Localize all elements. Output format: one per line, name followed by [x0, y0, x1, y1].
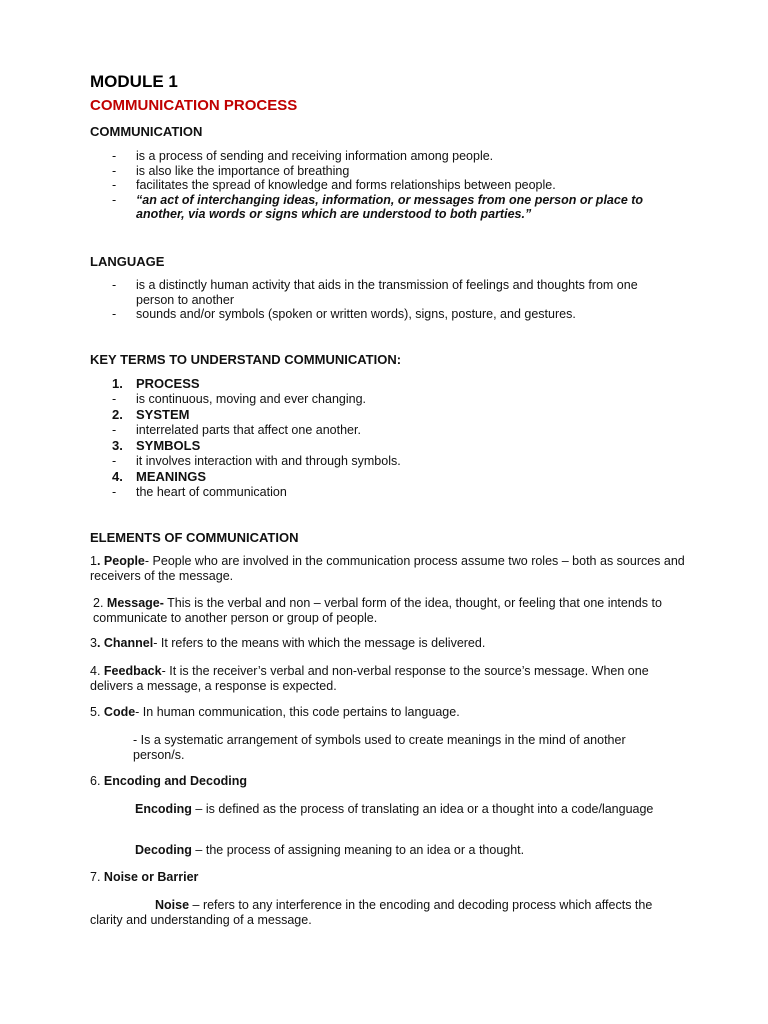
element-noise-barrier: 7. Noise or Barrier — [90, 870, 199, 884]
key-terms-heading: KEY TERMS TO UNDERSTAND COMMUNICATION: — [90, 352, 402, 367]
process-title: COMMUNICATION PROCESS — [90, 97, 298, 114]
key-term: 4. MEANINGS — [112, 469, 207, 484]
key-term-description: - it involves interaction with and through symbols. — [112, 454, 401, 468]
key-term-description: - interrelated parts that affect one another. — [112, 423, 361, 437]
list-item: - sounds and/or symbols (spoken or written words), signs, posture, and gestures. — [112, 307, 576, 321]
element-encoding-decoding: 6. Encoding and Decoding — [90, 774, 247, 788]
element-encoding: Encoding – is defined as the process of translating an idea or a thought into a code/language — [135, 802, 654, 816]
list-item: - is also like the importance of breathing — [112, 163, 350, 178]
element-channel: 3. Channel- It refers to the means with which the message is delivered. — [90, 636, 486, 650]
element-message: 2. Message- This is the verbal and non – verbal form of the idea, thought, or feeling that one intends to communicate to another person or group of people. — [93, 596, 662, 625]
communication-list — [112, 149, 672, 222]
list-item: - is a distinctly human activity that aids in the transmission of feelings and thoughts from one person to another — [112, 278, 638, 307]
module-heading: MODULE 1 — [90, 72, 178, 91]
element-code-subitem: - Is a systematic arrangement of symbols used to create meanings in the mind of another person/s. — [133, 733, 626, 762]
list-item: - is a process of sending and receiving information among people. — [112, 149, 494, 163]
language-list — [112, 278, 672, 322]
key-term: 3. SYMBOLS — [112, 438, 201, 453]
element-noise: Noise – refers to any interference in the encoding and decoding process which affects the clarity and understanding of a message. — [90, 898, 653, 927]
key-term: 1. PROCESS — [112, 376, 200, 391]
element-code: 5. Code- In human communication, this code pertains to language. — [90, 705, 460, 719]
element-decoding: Decoding – the process of assigning meaning to an idea or a thought. — [135, 843, 525, 857]
key-term: 2. SYSTEM — [112, 407, 190, 422]
elements-heading: ELEMENTS OF COMMUNICATION — [90, 530, 299, 545]
key-term-description: - the heart of communication — [112, 485, 287, 499]
list-item: - facilitates the spread of knowledge and forms relationships between people. — [112, 178, 556, 192]
key-terms-list — [112, 376, 401, 500]
language-heading: LANGUAGE — [90, 254, 165, 269]
element-feedback: 4. Feedback- It is the receiver’s verbal and non-verbal response to the source’s message. When one delivers a message, a response is expected. — [90, 664, 649, 693]
element-people: 1. People- People who are involved in the communication process assume two roles – both as sources and receivers of the message. — [90, 554, 685, 583]
key-term-description: - is continuous, moving and ever changing. — [112, 392, 367, 406]
communication-heading: COMMUNICATION — [90, 124, 203, 139]
list-item: - “an act of interchanging ideas, information, or messages from one person or place to another, via words or signs which are understood to both parties.” — [112, 192, 644, 221]
